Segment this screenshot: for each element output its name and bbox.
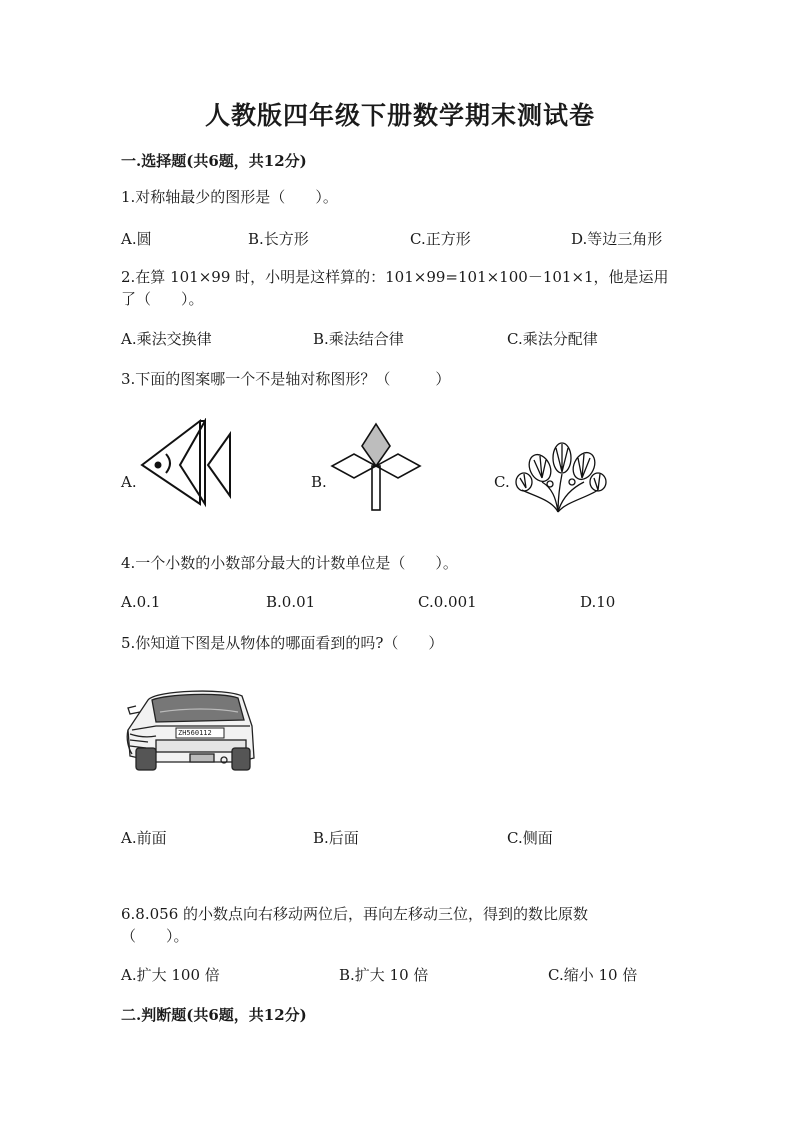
question-6-text-line2: （ ）。 xyxy=(121,927,189,945)
question-4-option-c: C.0.001 xyxy=(418,593,477,611)
question-2-option-c: C.乘法分配律 xyxy=(507,330,598,348)
flower-bunch-figure-image xyxy=(512,438,608,514)
question-3-option-c: C. xyxy=(494,473,510,491)
car-rear-view-image xyxy=(126,686,258,782)
question-4-option-b: B.0.01 xyxy=(266,593,316,611)
question-3-text: 3.下面的图案哪一个不是轴对称图形？（ ） xyxy=(121,370,451,388)
question-5-text: 5.你知道下图是从物体的哪面看到的吗?（ ） xyxy=(121,634,444,652)
question-6-text-line1: 6.8.056 的小数点向右移动两位后，再向左移动三位，得到的数比原数 xyxy=(121,905,589,923)
question-1-option-c: C.正方形 xyxy=(410,230,471,248)
question-1-option-d: D.等边三角形 xyxy=(571,230,663,248)
question-6-option-c: C.缩小 10 倍 xyxy=(548,966,638,984)
question-6-option-a: A.扩大 100 倍 xyxy=(121,966,220,984)
question-3-option-a: A. xyxy=(121,473,137,491)
section-heading-judgement: 二.判断题(共6题，共12分) xyxy=(121,1006,307,1024)
question-4-text: 4.一个小数的小数部分最大的计数单位是（ ）。 xyxy=(121,554,458,572)
page-title: 人教版四年级下册数学期末测试卷 xyxy=(204,101,595,130)
question-2-text-line1: 2.在算 101×99 时，小明是这样算的：101×99=101×100－101×1，他是运用 xyxy=(121,268,669,286)
question-4-option-a: A.0.1 xyxy=(121,593,161,611)
question-2-option-b: B.乘法结合律 xyxy=(313,330,404,348)
question-1-text: 1.对称轴最少的图形是（ ）。 xyxy=(121,188,338,206)
question-1-option-a: A.圆 xyxy=(121,230,152,248)
license-plate-text: ZH560112 xyxy=(178,729,212,737)
question-5-option-a: A.前面 xyxy=(121,829,167,847)
question-3-option-b: B. xyxy=(311,473,327,491)
question-5-option-b: B.后面 xyxy=(313,829,359,847)
question-4-option-d: D.10 xyxy=(580,593,616,611)
fish-figure-image xyxy=(138,418,238,508)
question-5-option-c: C.侧面 xyxy=(507,829,553,847)
question-2-text-line2: 了（ ）。 xyxy=(121,290,204,308)
question-6-option-b: B.扩大 10 倍 xyxy=(339,966,429,984)
section-heading-choice: 一.选择题(共6题，共12分) xyxy=(121,152,307,170)
question-2-option-a: A.乘法交换律 xyxy=(121,330,212,348)
leaf-pattern-figure-image xyxy=(330,422,422,512)
question-1-option-b: B.长方形 xyxy=(248,230,309,248)
